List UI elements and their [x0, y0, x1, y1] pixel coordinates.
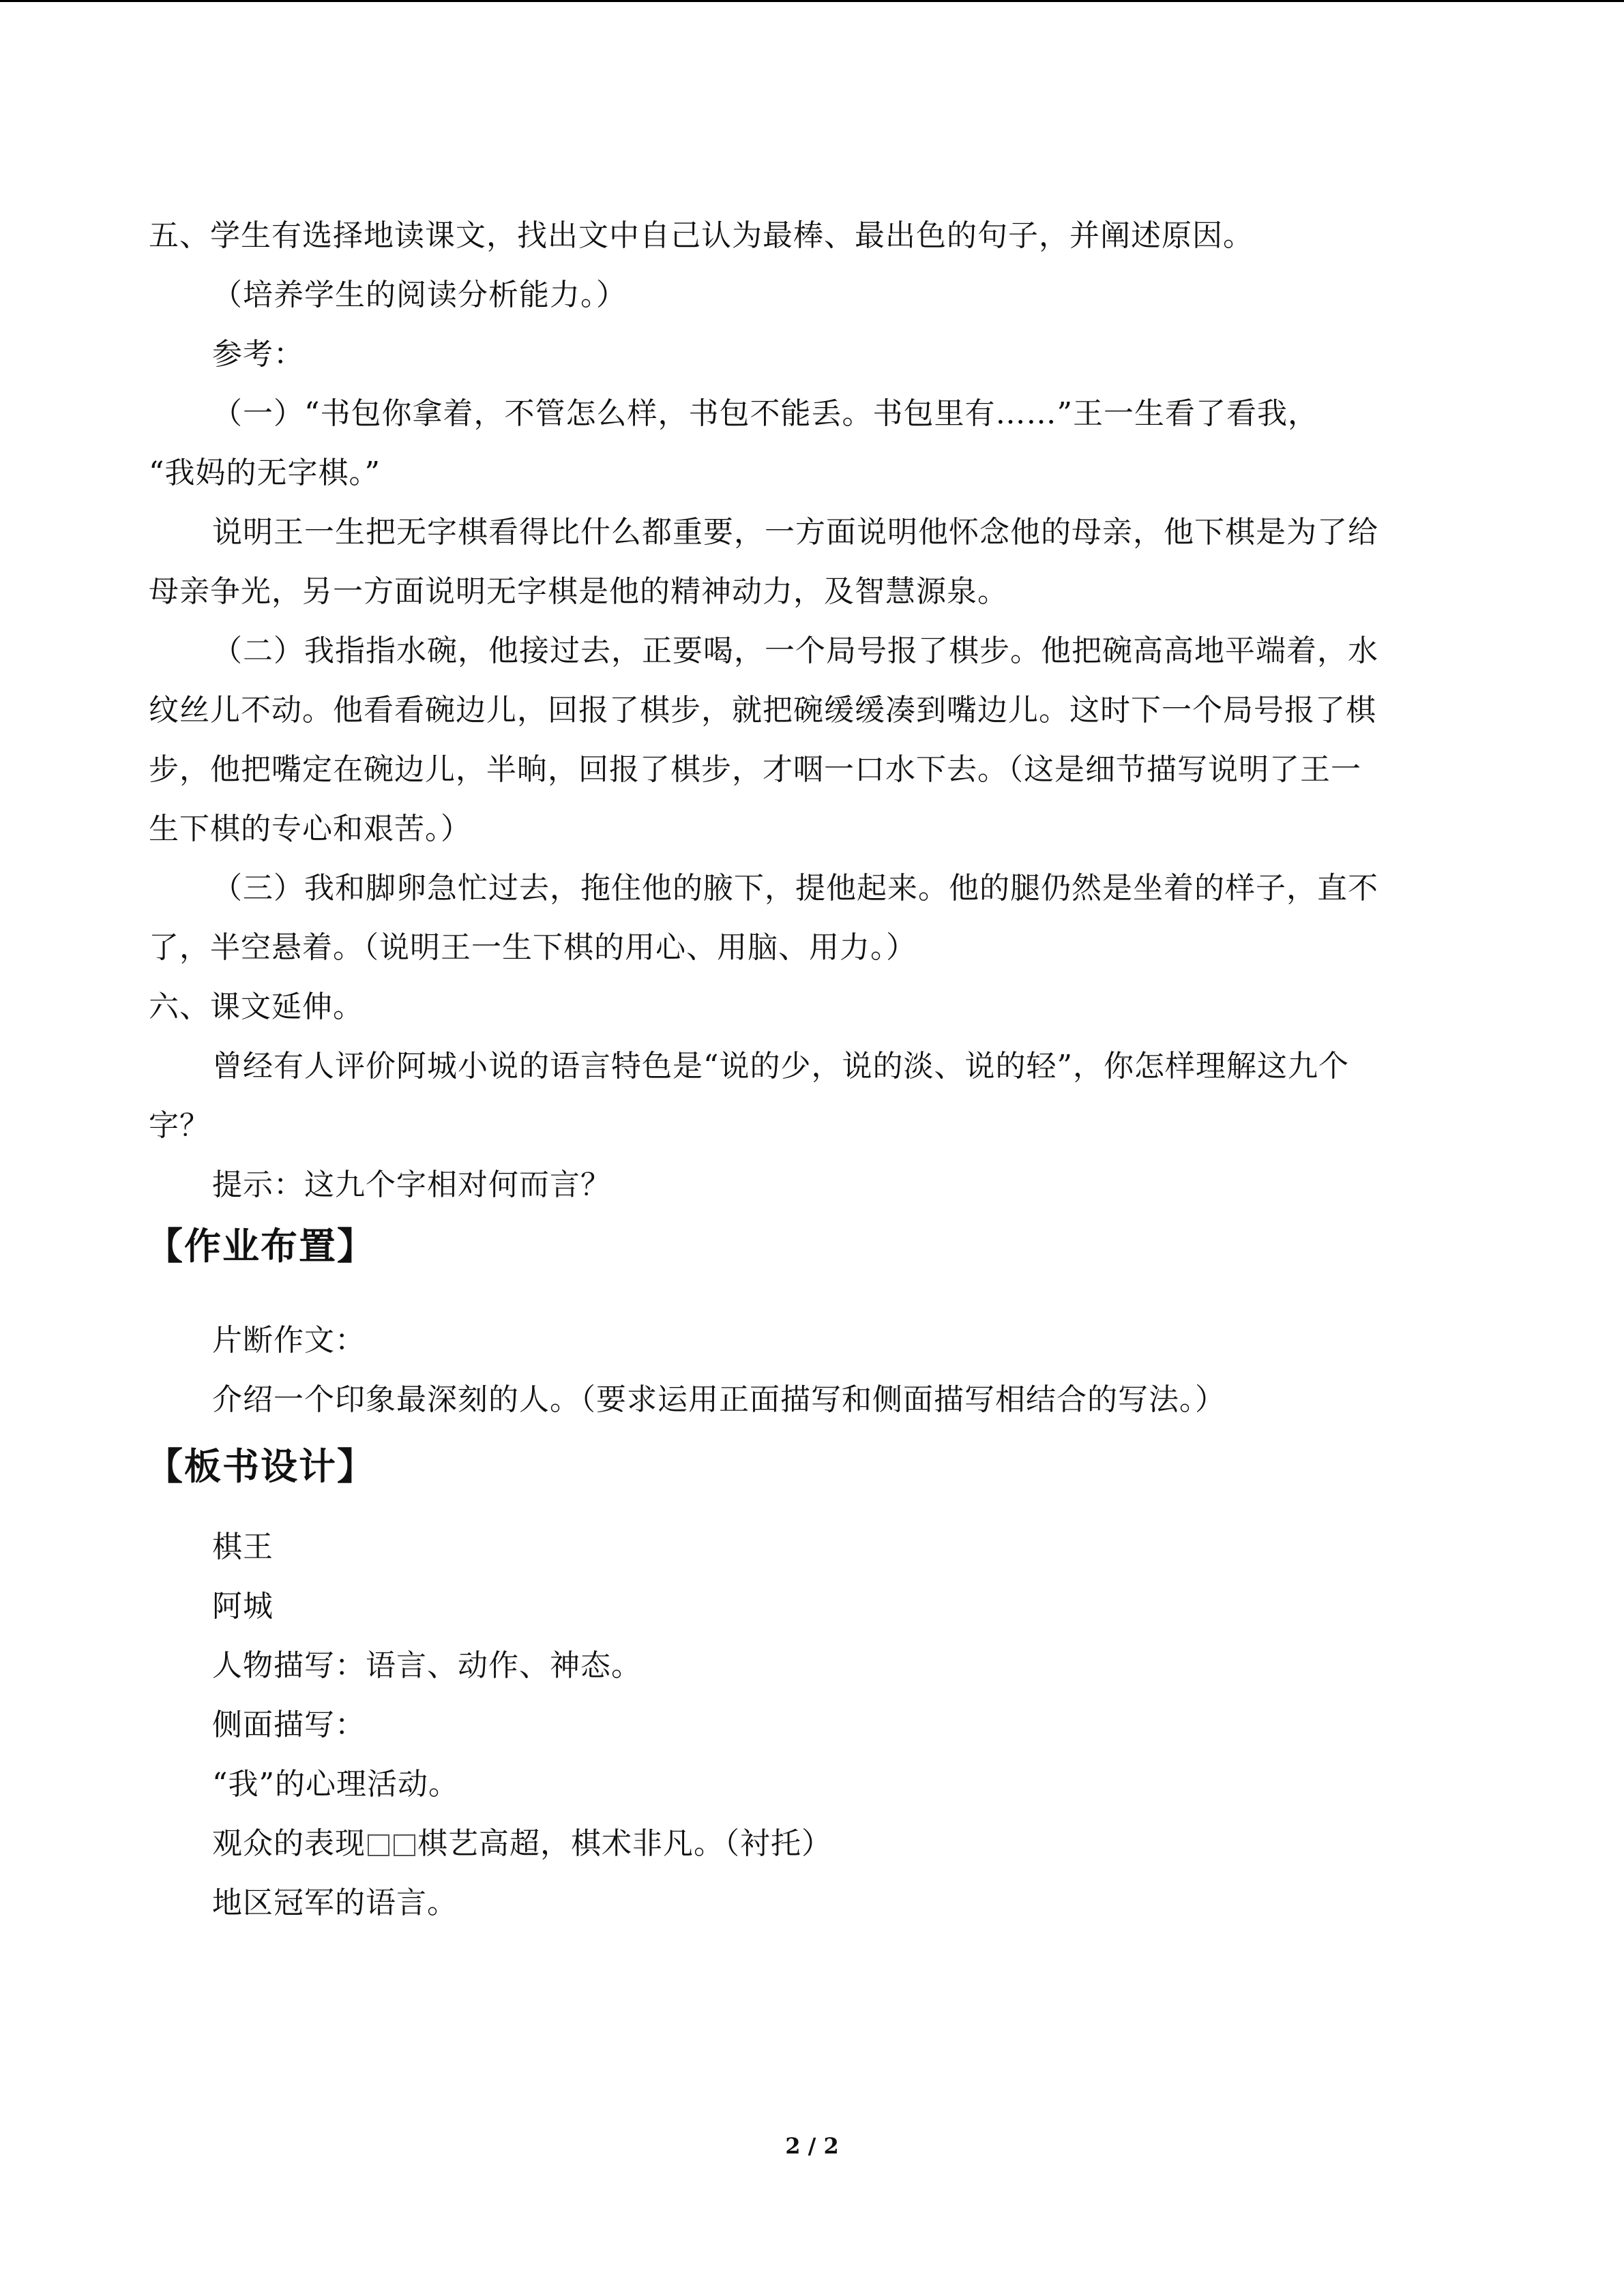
board-side: 侧面描写： — [212, 1708, 366, 1742]
board-heading: 【板书设计】 — [146, 1444, 375, 1488]
board-audience-post: 棋艺高超，棋术非凡。（衬托） — [417, 1826, 832, 1861]
board-champion: 地区冠军的语言。 — [212, 1885, 458, 1920]
board-title: 棋王 — [212, 1530, 274, 1564]
section5-item3-line2: 了，半空悬着。（说明王一生下棋的用心、用脑、用力。） — [149, 930, 917, 965]
board-audience-pre: 观众的表现 — [212, 1826, 366, 1861]
section5-item3-line1: （三）我和脚卵急忙过去，拖住他的腋下，提他起来。他的腿仍然是坐着的样子，直不 — [212, 871, 1378, 906]
board-mind: “我”的心理活动。 — [212, 1767, 459, 1802]
section6-hint: 提示：这九个字相对何而言？ — [212, 1167, 611, 1202]
section5-item1-expl-line1: 说明王一生把无字棋看得比什么都重要，一方面说明他怀念他的母亲，他下棋是为了给 — [212, 515, 1378, 550]
empty-box-icon — [368, 1834, 389, 1856]
section5-item2-line1: （二）我指指水碗，他接过去，正要喝，一个局号报了棋步。他把碗高高地平端着，水 — [212, 633, 1378, 668]
page-top-rule — [0, 0, 1624, 2]
section6-heading: 六、课文延伸。 — [149, 989, 364, 1024]
section6-question-line2: 字？ — [149, 1108, 210, 1143]
empty-box-icon — [394, 1834, 415, 1856]
section5-item2-line2: 纹丝儿不动。他看看碗边儿，回报了棋步，就把碗缓缓凑到嘴边儿。这时下一个局号报了棋 — [149, 693, 1376, 728]
board-character: 人物描写：语言、动作、神态。 — [212, 1648, 642, 1683]
board-audience — [212, 1823, 832, 1864]
section5-item1-expl-line2: 母亲争光，另一方面说明无字棋是他的精神动力，及智慧源泉。 — [149, 574, 1008, 609]
section5-item2-line3: 步，他把嘴定在碗边儿，半晌，回报了棋步，才咽一口水下去。（这是细节描写说明了王一 — [149, 752, 1361, 787]
homework-heading: 【作业布置】 — [146, 1224, 375, 1268]
page-number: 2 / 2 — [785, 2133, 839, 2159]
board-author: 阿城 — [212, 1589, 274, 1624]
section5-purpose: （培养学生的阅读分析能力。） — [212, 278, 627, 312]
homework-line1: 片断作文： — [212, 1323, 366, 1358]
section6-question-line1: 曾经有人评价阿城小说的语言特色是“说的少，说的淡、说的轻”，你怎样理解这九个 — [212, 1049, 1349, 1084]
section5-item2-line4: 生下棋的专心和艰苦。） — [149, 811, 471, 846]
section5-heading: 五、学生有选择地读课文，找出文中自己认为最棒、最出色的句子，并阐述原因。 — [149, 218, 1254, 253]
section5-item1-line1: （一）“书包你拿着，不管怎么样，书包不能丢。书包里有……”王一生看了看我， — [212, 396, 1318, 431]
homework-line2: 介绍一个印象最深刻的人。（要求运用正面描写和侧面描写相结合的写法。） — [212, 1382, 1226, 1417]
section5-item1-line2: “我妈的无字棋。” — [149, 456, 381, 490]
section5-ref-label: 参考： — [212, 337, 304, 372]
